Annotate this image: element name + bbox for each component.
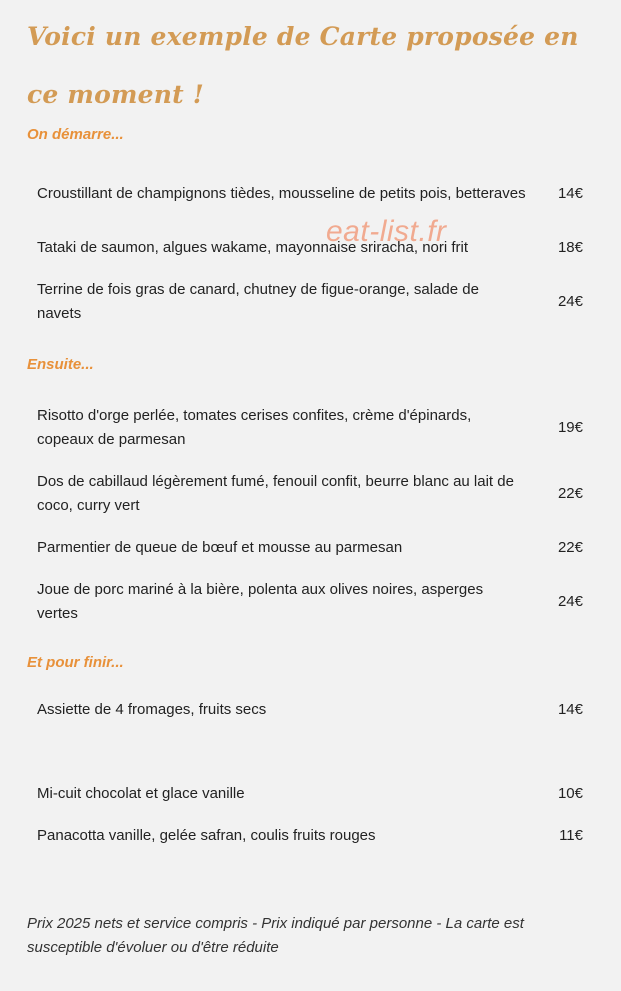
- menu-item-price: 14€: [557, 185, 583, 202]
- menu-item: [37, 404, 583, 452]
- menu-item-description: Mi-cuit chocolat et glace vanille: [37, 785, 245, 802]
- menu-item-price: 14€: [557, 701, 583, 718]
- menu-item: [37, 536, 583, 560]
- menu-item: [37, 470, 583, 518]
- menu-item-price: 11€: [559, 827, 583, 844]
- footer-note: Prix 2025 nets et service compris - Prix indiqué par personne - La carte est susceptible d'évoluer ou d'être réduite: [27, 915, 524, 956]
- menu-item-description: Assiette de 4 fromages, fruits secs: [37, 701, 267, 718]
- menu-item-price: 18€: [557, 239, 583, 256]
- menu-item: [37, 578, 583, 626]
- menu-list-mains: [27, 404, 593, 626]
- menu-item-price: 24€: [557, 293, 583, 310]
- menu-item-description: Risotto d'orge perlée, tomates cerises confites, crème d'épinards, copeaux de parmesan: [37, 407, 472, 448]
- menu-item-description: Panacotta vanille, gelée safran, coulis fruits rouges: [37, 827, 376, 844]
- menu-item-price: 22€: [557, 539, 583, 556]
- menu-item: [37, 278, 583, 326]
- menu-item: [37, 170, 583, 218]
- menu-item-description: Terrine de fois gras de canard, chutney de figue-orange, salade de navets: [37, 281, 479, 322]
- menu-item-price: 24€: [557, 593, 583, 610]
- menu-item-price: 19€: [557, 419, 583, 436]
- menu-item-description: Tataki de saumon, algues wakame, mayonnaise sriracha, nori frit: [37, 239, 469, 256]
- menu-list-starters: [27, 170, 593, 326]
- section-heading-starters: On démarre...: [27, 126, 124, 143]
- menu-item-description: Parmentier de queue de bœuf et mousse au parmesan: [37, 539, 403, 556]
- menu-item-description: Dos de cabillaud légèrement fumé, fenouil confit, beurre blanc au lait de coco, curry vert: [37, 473, 514, 514]
- menu-item-price: 22€: [557, 485, 583, 502]
- section-heading-desserts: Et pour finir...: [27, 654, 124, 671]
- menu-item-price: 10€: [557, 785, 583, 802]
- menu-item: [37, 782, 583, 806]
- menu-item: [37, 824, 583, 848]
- menu-item-description: Croustillant de champignons tièdes, mousseline de petits pois, betteraves: [37, 185, 526, 202]
- menu-item-description: Joue de porc mariné à la bière, polenta aux olives noires, asperges vertes: [37, 581, 484, 622]
- menu-item: [37, 236, 583, 260]
- page-title: Voici un exemple de Carte proposée en ce moment !: [27, 22, 579, 109]
- watermark: eat-list.fr: [326, 215, 447, 248]
- menu-item: [37, 698, 583, 722]
- section-heading-mains: Ensuite...: [27, 356, 94, 373]
- menu-list-desserts: [27, 698, 593, 848]
